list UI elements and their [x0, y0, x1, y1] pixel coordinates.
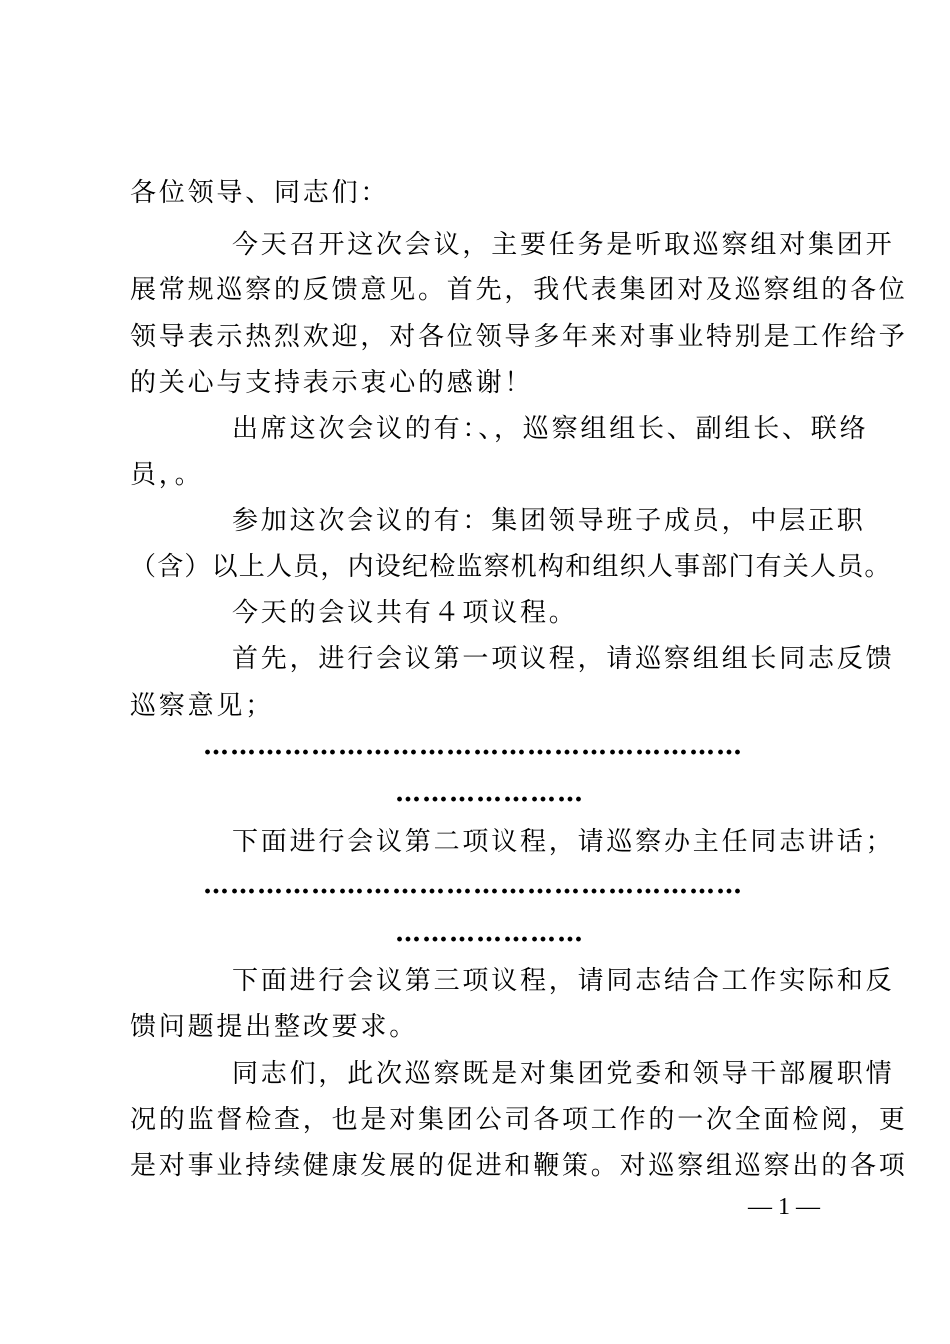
paragraph-line: 领导表示热烈欢迎，对各位领导多年来对事业特别是工作给予 [130, 322, 908, 352]
paragraph-line: 首先，进行会议第一项议程，请巡察组组长同志反馈 [232, 644, 895, 674]
paragraph-line: 馈问题提出整改要求。 [130, 1012, 419, 1042]
paragraph-line: 巡察意见； [130, 691, 275, 721]
salutation: 各位领导、同志们： [130, 178, 390, 208]
paragraph-line: 下面进行会议第三项议程，请同志结合工作实际和反 [232, 966, 895, 996]
paragraph-line: 同志们，此次巡察既是对集团党委和领导干部履职情 [232, 1059, 895, 1089]
paragraph-line: 况的监督检查，也是对集团公司各项工作的一次全面检阅，更 [130, 1105, 908, 1135]
paragraph-line: 员，。 [130, 460, 204, 490]
paragraph-line: 展常规巡察的反馈意见。首先，我代表集团对及巡察组的各位 [130, 275, 908, 305]
ellipsis-separator: ………………… [395, 918, 584, 948]
paragraph-line: 下面进行会议第二项议程，请巡察办主任同志讲话； [232, 827, 895, 857]
paragraph-line: 今天召开这次会议，主要任务是听取巡察组对集团开 [232, 230, 895, 260]
paragraph-line: 参加这次会议的有：集团领导班子成员，中层正职 [232, 506, 866, 536]
paragraph-line: 的关心与支持表示衷心的感谢！ [130, 368, 534, 398]
page-number: — 1 — [748, 1194, 820, 1220]
paragraph-line: 出席这次会议的有：、，巡察组组长、副组长、联络 [232, 414, 869, 444]
paragraph-line: 今天的会议共有４项议程。 [232, 598, 578, 628]
ellipsis-separator: …………………………………………………… [203, 870, 743, 900]
ellipsis-separator: …………………………………………………… [203, 731, 743, 761]
paragraph-line: （含）以上人员，内设纪检监察机构和组织人事部门有关人员。 [130, 552, 892, 582]
ellipsis-separator: ………………… [395, 778, 584, 808]
paragraph-line: 是对事业持续健康发展的促进和鞭策。对巡察组巡察出的各项 [130, 1151, 908, 1181]
